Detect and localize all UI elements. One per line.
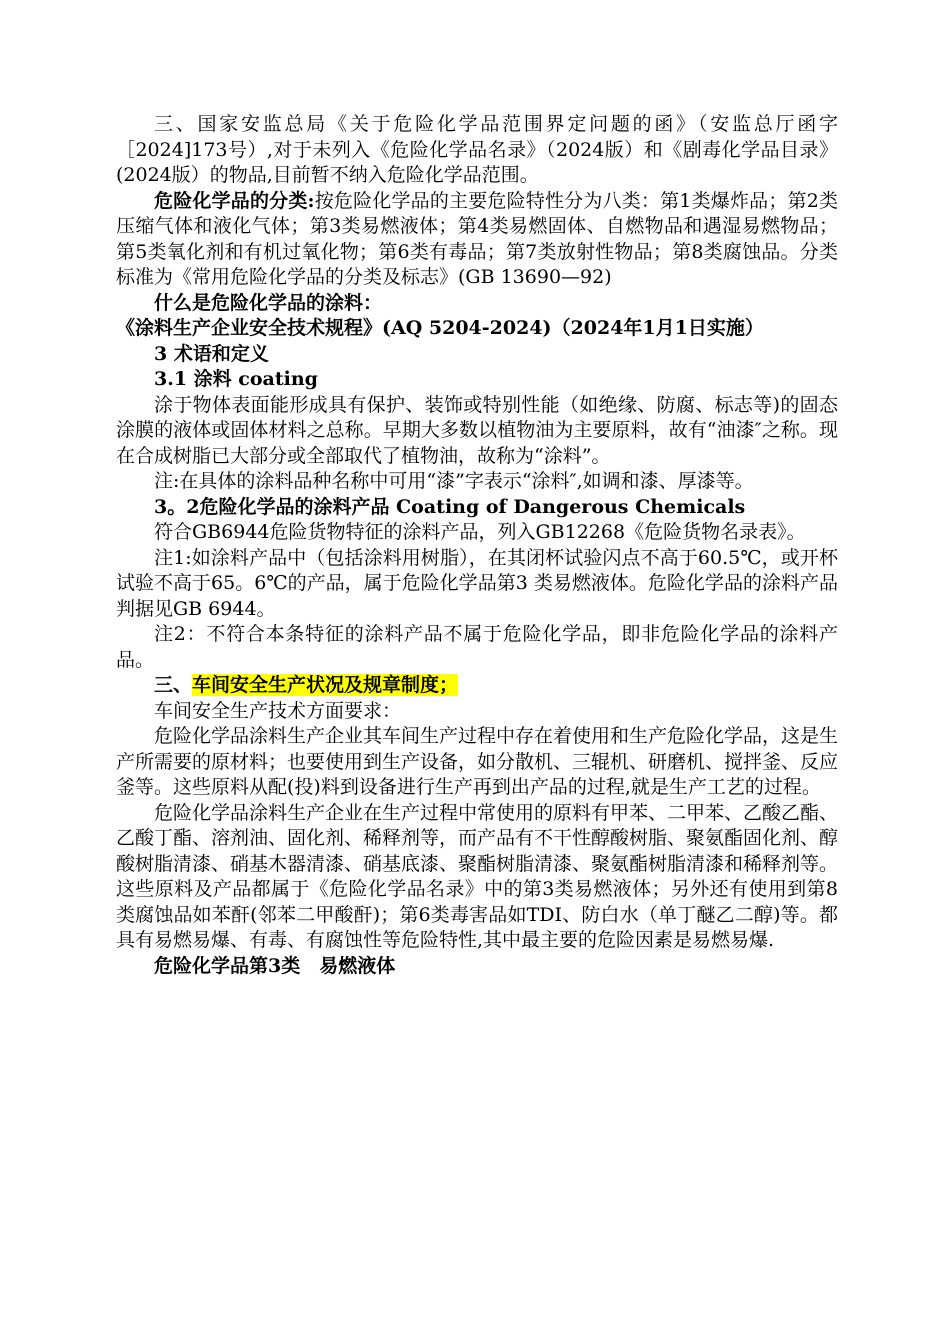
- paragraph-note: 注:在具体的涂料品种名称中可用“漆”字表示“涂料″,如调和漆、厚漆等。: [154, 470, 754, 492]
- paragraph-3-1: 涂于物体表面能形成具有保护、装饰或特别性能（如绝缘、防腐、标志等)的固态涂膜的液体或固体材料之总称。早期大多数以植物油为主要原料，故有“油漆″之称。现在合成树脂已大部分或全部取代了植物油，故称为“涂料”。: [116, 393, 838, 467]
- heading-3-1: 3.1 涂料 coating: [154, 368, 318, 390]
- heading-standard: 《涂料生产企业安全技术规程》(AQ 5204-2024)（2024年1月1日实施）: [116, 317, 764, 339]
- heading-what-is-coating: 什么是危险化学品的涂料：: [154, 291, 383, 314]
- heading-3-2: 3。2危险化学品的涂料产品 Coating of Dangerous Chemicals: [154, 495, 746, 518]
- document-page: [116, 112, 838, 979]
- classification-text: 按危险化学品的主要危险特性分为八类：第1类爆炸品；第2类压缩气体和液化气体；第3类易燃液体；第4类易燃固体、自燃物品和遇湿易燃物品；第5类氧化剂和有机过氧化物；第6类有毒品；第7类放射性物品；第8类腐蚀品。分类标准为《常用危险化学品的分类及标志》(GB 13690—92): [116, 189, 838, 288]
- paragraph-process: 危险化学品涂料生产企业其车间生产过程中存在着使用和生产危险化学品，这是生产所需要的原材料；也要使用到生产设备，如分散机、三辊机、研磨机、搅拌釜、反应釜等。这些原料从配(投)料到设备进行生产再到出产品的过程,就是生产工艺的过程。: [116, 725, 839, 798]
- paragraph-note-2: 注2：不符合本条特征的涂料产品不属于危险化学品，即非危险化学品的涂料产品。: [116, 623, 838, 671]
- paragraph-scope-letter: 三、国家安监总局《关于危险化学品范围界定问题的函》（安监总厅函字［2024]173号）,对于未列入《危险化学品名录》（2024版）和《剧毒化学品目录》(2024版）的物品,目前暂不纳入危险化学品范围。: [116, 113, 838, 186]
- paragraph-materials: 危险化学品涂料生产企业在生产过程中常使用的原料有甲苯、二甲苯、乙酸乙酯、乙酸丁酯、溶剂油、固化剂、稀释剂等，而产品有不干性醇酸树脂、聚氨酯固化剂、醇酸树脂清漆、硝基木器清漆、硝基底漆、聚酯树脂清漆、聚氨酯树脂清漆和稀释剂等。这些原料及产品都属于《危险化学品名录》中的第3类易燃液体；另外还有使用到第8类腐蚀品如苯酐(邻苯二甲酸酐)；第6类毒害品如TDI、防白水（单丁醚乙二醇)等。都具有易燃易爆、有毒、有腐蚀性等危险特性,其中最主要的危险因素是易燃易爆.: [116, 801, 839, 951]
- paragraph-requirements: 车间安全生产技术方面要求：: [154, 699, 402, 722]
- section-3-prefix: 三、: [154, 674, 193, 696]
- paragraph-classification: [116, 189, 838, 291]
- paragraph-3-2: 符合GB6944危险货物特征的涂料产品，列入GB12268《危险货物名录表》。: [154, 521, 806, 543]
- heading-class-3: 危险化学品第3类 易燃液体: [154, 954, 396, 977]
- heading-section-3: [116, 673, 838, 699]
- paragraph-note-1: 注1:如涂料产品中（包括涂料用树脂），在其闭杯试验闪点不高于60.5℃，或开杯试验不高于65。6℃的产品，属于危险化学品第3 类易燃液体。危险化学品的涂料产品判据见GB 6944。: [116, 546, 838, 620]
- heading-terms: 3 术语和定义: [154, 342, 269, 365]
- classification-label: 危险化学品的分类:: [154, 189, 315, 212]
- section-3-highlight: 车间安全生产状况及规章制度；: [192, 674, 459, 696]
